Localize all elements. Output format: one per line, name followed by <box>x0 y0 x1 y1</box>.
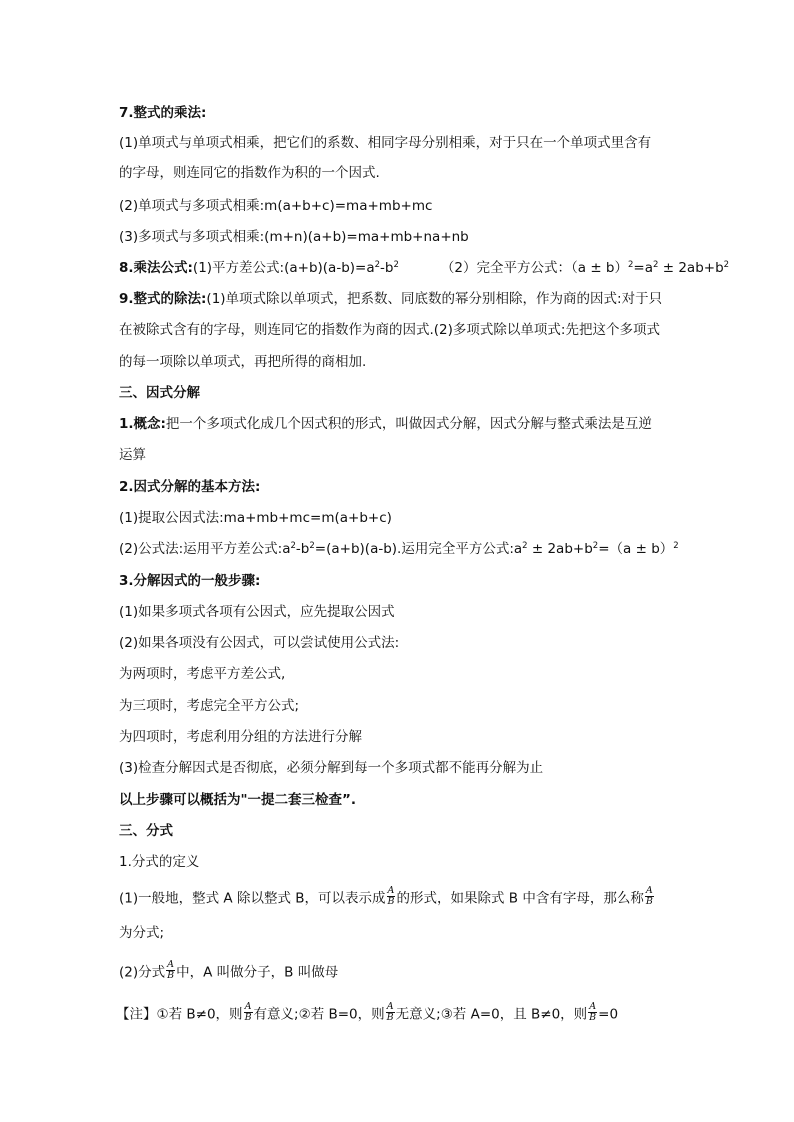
s7-para1-line1: (1)单项式与单项式相乘，把它们的系数、相同字母分别相乘，对于只在一个单项式里含有 <box>119 135 652 151</box>
fraction-a-over-b: $\frac{A}{B}$ <box>167 959 175 981</box>
difference-of-squares: (1)平方差公式:(a+b)(a-b)=a <box>192 260 375 276</box>
exponent: 2 <box>309 541 315 551</box>
steps-summary: 以上步骤可以概括为"一提二套三检查”. <box>119 792 357 808</box>
step-2-four-terms: 为四项时，考虑利用分组的方法进行分解 <box>119 729 362 745</box>
methods-heading: 2.因式分解的基本方法: <box>119 479 261 495</box>
exponent: 2 <box>673 541 679 551</box>
exponent: 2 <box>522 541 528 551</box>
step-1: (1)如果多项式各项有公因式，应先提取公因式 <box>119 604 395 620</box>
section-9-line1: 9.整式的除法:(1)单项式除以单项式，把系数、同底数的幂分别相除，作为商的因式:对于只 <box>119 291 663 307</box>
steps-heading: 3.分解因式的一般步骤: <box>119 573 261 589</box>
perfect-square-formula: （2）完全平方公式：（a ± b） <box>440 260 628 276</box>
exponent: 2 <box>290 541 296 551</box>
fraction-note: 【注】①若 B≠0，则 $\frac{A}{B}$ 有意义;②若 B=0，则 $\frac{A}{B}$ 无意义;③若 A=0，且 B≠0，则 $\frac{A}{B}$ =0 <box>116 1001 619 1023</box>
fraction-heading: 三、分式 <box>119 823 173 839</box>
method-1: (1)提取公因式法:ma+mb+mc=m(a+b+c) <box>119 510 392 526</box>
section-9-line3: 的每一项除以单项式，再把所得的商相加. <box>119 354 367 370</box>
fraction-a-over-b: $\frac{A}{B}$ <box>645 885 653 907</box>
step-2-two-terms: 为两项时，考虑平方差公式, <box>119 666 286 682</box>
factorization-heading: 三、因式分解 <box>119 385 200 401</box>
method-2: (2)公式法:运用平方差公式$:a^2-b^2=(a+b)(a-b)$.运用完全平方公式$:a^2 \pm 2ab+b^2=(a \pm b)^2$ <box>119 541 679 557</box>
fraction-a-over-b: $\frac{A}{B}$ <box>387 885 395 907</box>
step-2: (2)如果各项没有公因式，可以尝试使用公式法: <box>119 635 400 651</box>
exponent: 2 <box>723 260 730 270</box>
exponent: 2 <box>628 260 634 270</box>
fraction-a-over-b: $\frac{A}{B}$ <box>386 1001 394 1023</box>
section-9-line2: 在被除式含有的字母，则连同它的指数作为商的因式.(2)多项式除以单项式:先把这个多项式 <box>119 322 660 338</box>
exponent: 2 <box>393 260 399 270</box>
fraction-def-heading: 1.分式的定义 <box>119 854 200 870</box>
concept-label: 1.概念: <box>119 416 166 432</box>
difference-of-squares-b: -b <box>380 260 394 276</box>
exponent: 2 <box>592 541 599 551</box>
perfect-square-tail: ± 2ab+b <box>658 260 724 276</box>
concept-line2: 运算 <box>119 447 146 463</box>
fraction-def-2: (2)分式 $\frac{A}{B}$ 中，A 叫做分子，B 叫做母 <box>119 959 339 981</box>
s7-para1-line2: 的字母，则连同它的指数作为积的一个因式. <box>119 165 380 181</box>
section-9-heading: 9.整式的除法: <box>119 291 207 307</box>
exponent: 2 <box>374 260 381 270</box>
section-8-heading: 8.乘法公式: <box>119 260 193 276</box>
s7-para3: (3)多项式与多项式相乘:(m+n)(a+b)=ma+mb+na+nb <box>119 229 469 245</box>
fraction-a-over-b: $\frac{A}{B}$ <box>244 1001 252 1023</box>
fraction-def-1: (1)一般地，整式 A 除以整式 B，可以表示成 $\frac{A}{B}$ 的形式，如果除式 B 中含有字母，那么称 $\frac{A}{B}$ <box>119 885 653 907</box>
perfect-square-a: =a <box>633 260 654 276</box>
exponent: 2 <box>653 260 659 270</box>
section-8-formulas <box>119 259 729 277</box>
step-2-three-terms: 为三项时，考虑完全平方公式; <box>119 698 300 714</box>
concept-line1: 1.概念:把一个多项式化成几个因式积的形式，叫做因式分解，因式分解与整式乘法是互逆 <box>119 416 652 432</box>
s7-para2: (2)单项式与多项式相乘:m(a+b+c)=ma+mb+mc <box>119 198 433 214</box>
fraction-a-over-b: $\frac{A}{B}$ <box>589 1001 597 1023</box>
fraction-def-1-line2: 为分式; <box>119 925 165 941</box>
step-3: (3)检查分解因式是否彻底，必须分解到每一个多项式都不能再分解为止 <box>119 760 544 776</box>
section-7-heading: 7.整式的乘法: <box>119 105 207 121</box>
